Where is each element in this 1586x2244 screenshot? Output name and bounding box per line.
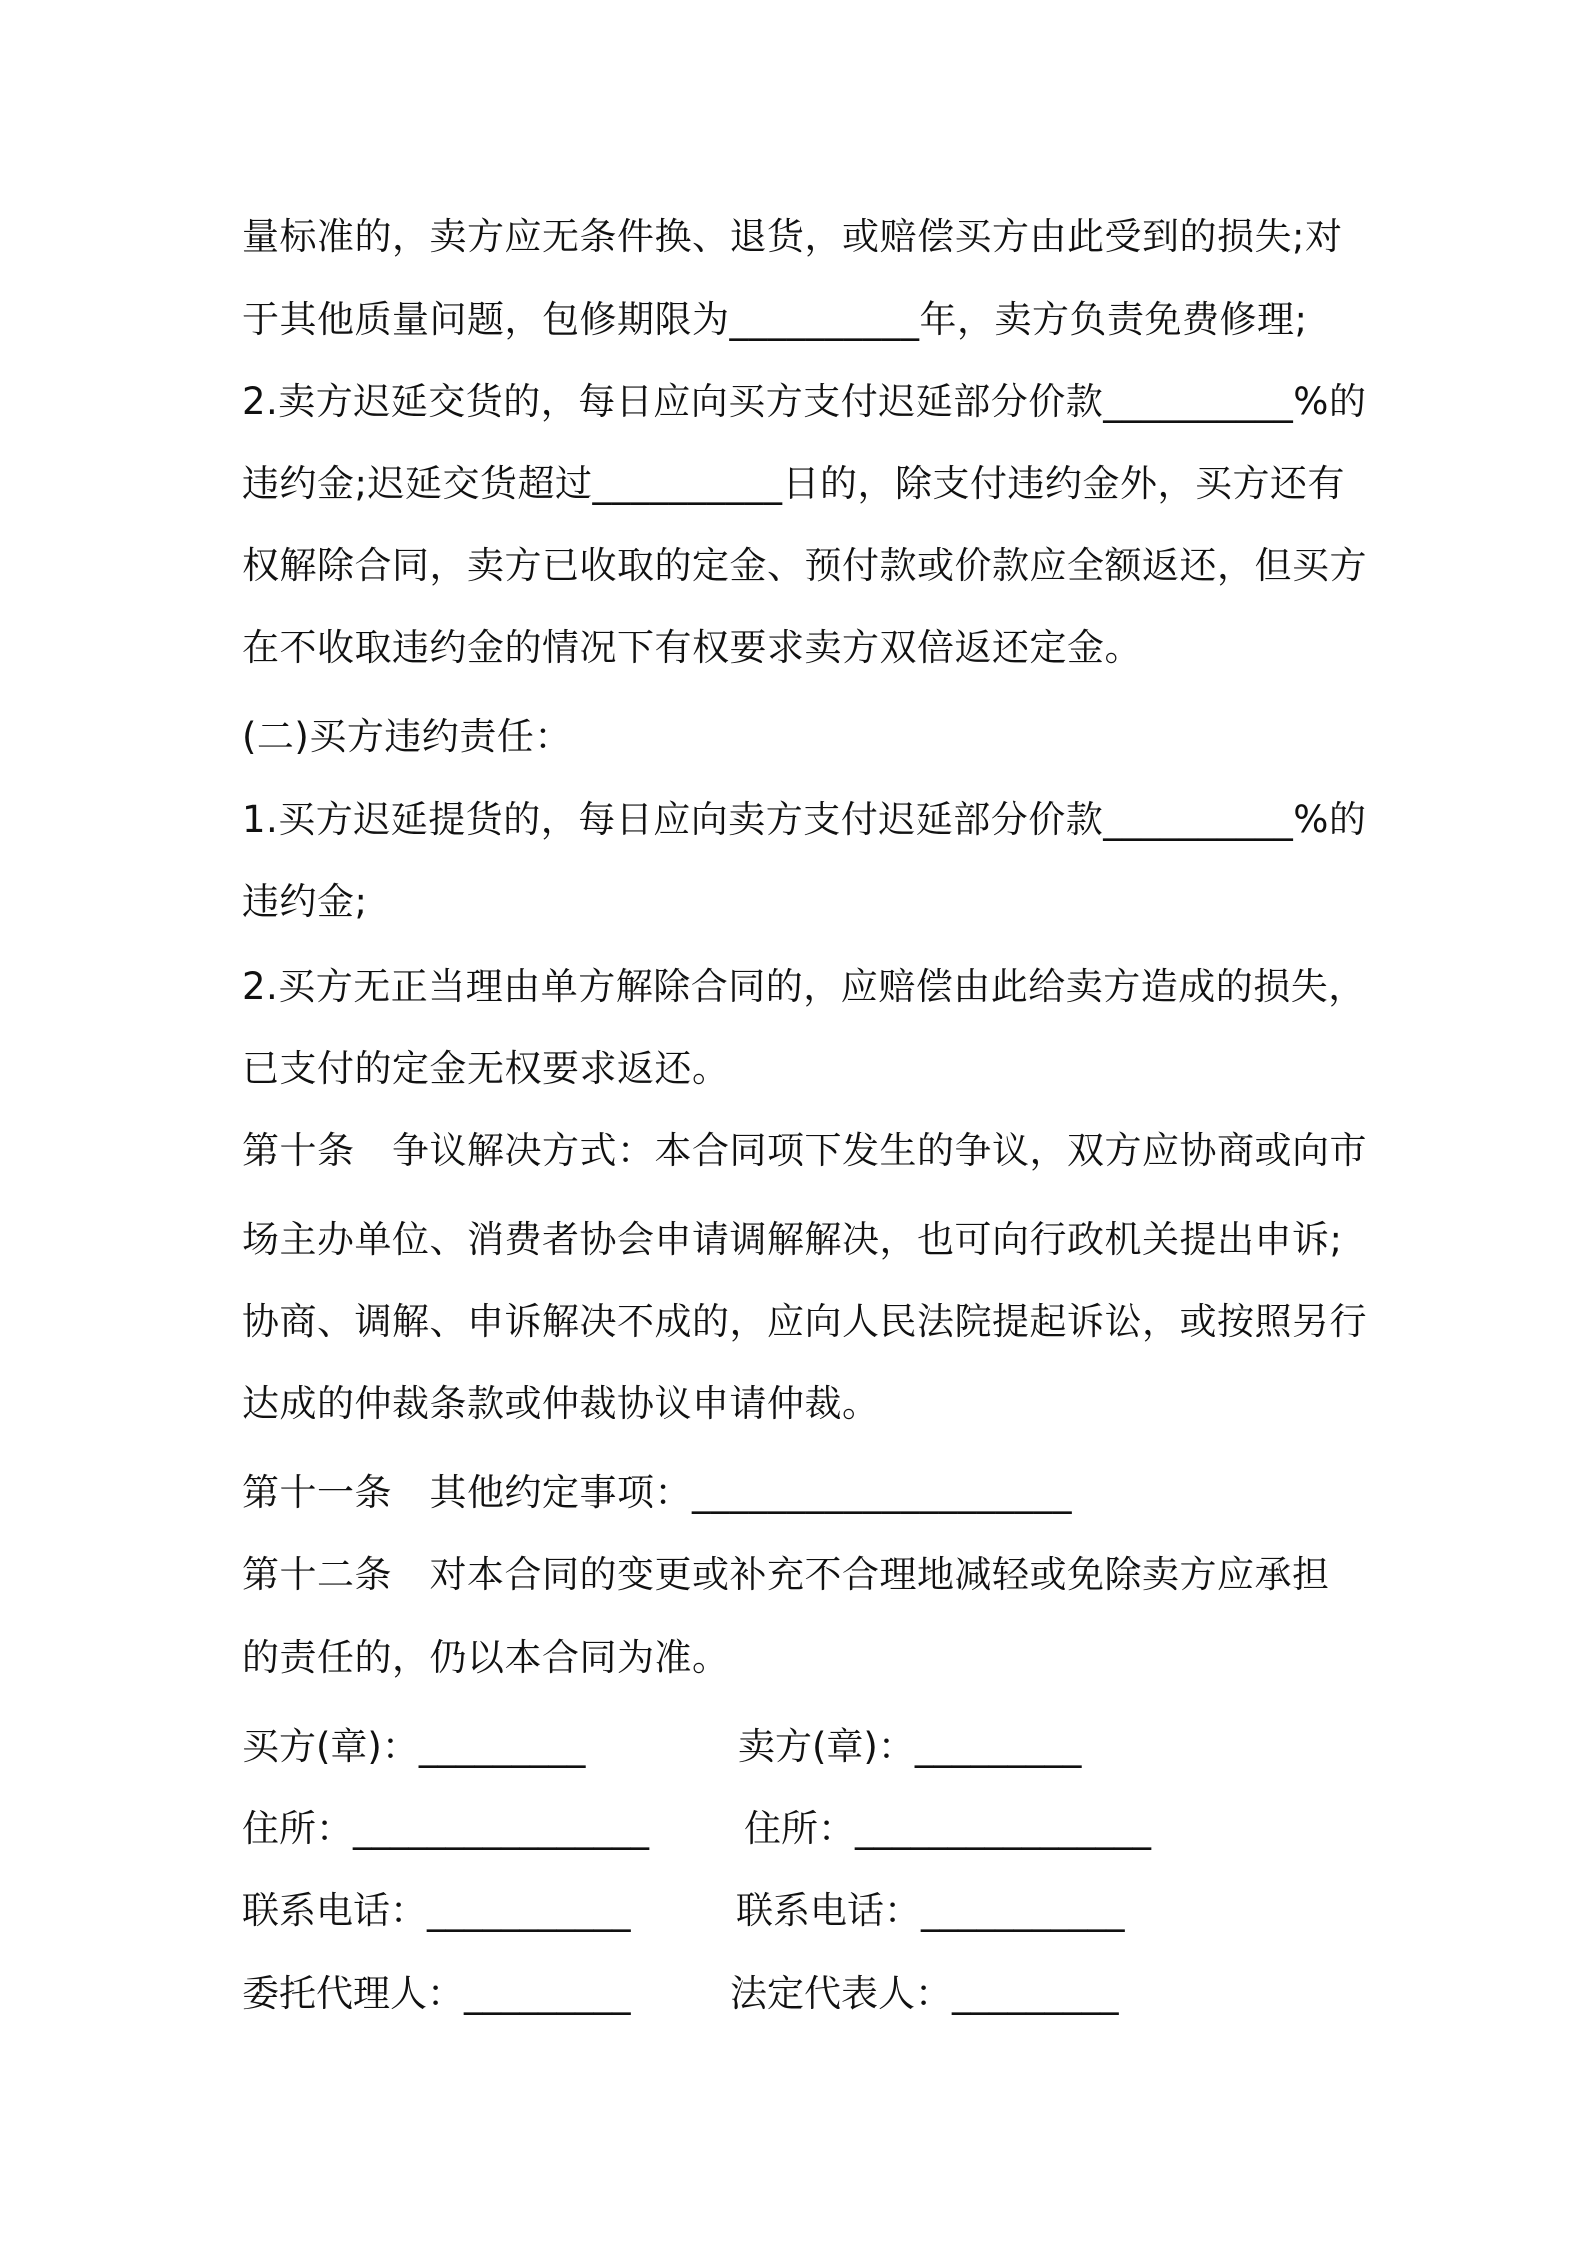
paragraph-line: 场主办单位、消费者协会申请调解解决，也可向行政机关提出申诉; — [242, 1218, 1343, 1261]
paragraph-line: 违约金; — [242, 880, 368, 923]
section-heading: (二)买方违约责任： — [242, 715, 572, 758]
seller-seal-field: 卖方(章)：_________ — [738, 1725, 1082, 1768]
article-twelve: 第十二条 对本合同的变更或补充不合理地减轻或免除卖方应承担 — [242, 1553, 1330, 1596]
paragraph-line: 协商、调解、申诉解决不成的，应向人民法院提起诉讼，或按照另行 — [242, 1300, 1367, 1343]
article-eleven: 第十一条 其他约定事项：____________________ — [242, 1471, 1072, 1514]
buyer-phone-field: 联系电话：___________ — [242, 1889, 631, 1932]
article-ten: 第十条 争议解决方式：本合同项下发生的争议，双方应协商或向市 — [242, 1129, 1367, 1172]
paragraph-line: 1.买方迟延提货的，每日应向卖方支付迟延部分价款__________%的 — [242, 798, 1367, 841]
paragraph-line: 2.买方无正当理由单方解除合同的，应赔偿由此给卖方造成的损失， — [242, 965, 1366, 1008]
paragraph-line: 的责任的，仍以本合同为准。 — [242, 1636, 730, 1679]
paragraph-line: 权解除合同，卖方已收取的定金、预付款或价款应全额返还，但买方 — [242, 544, 1367, 587]
buyer-agent-field: 委托代理人：_________ — [242, 1972, 631, 2015]
seller-phone-field: 联系电话：___________ — [736, 1889, 1125, 1932]
paragraph-line: 已支付的定金无权要求返还。 — [242, 1047, 730, 1090]
paragraph-line: 于其他质量问题，包修期限为__________年，卖方负责免费修理; — [242, 298, 1308, 341]
seller-address-field: 住所：________________ — [744, 1807, 1151, 1850]
seller-representative-field: 法定代表人：_________ — [730, 1972, 1119, 2015]
paragraph-line: 在不收取违约金的情况下有权要求卖方双倍返还定金。 — [242, 626, 1142, 669]
paragraph-line: 达成的仲裁条款或仲裁协议申请仲裁。 — [242, 1382, 880, 1425]
buyer-address-field: 住所：________________ — [242, 1807, 649, 1850]
paragraph-line: 2.卖方迟延交货的，每日应向买方支付迟延部分价款__________%的 — [242, 380, 1367, 423]
paragraph-line: 违约金;迟延交货超过__________日的，除支付违约金外，买方还有 — [242, 462, 1345, 505]
paragraph-line: 量标准的，卖方应无条件换、退货，或赔偿买方由此受到的损失;对 — [242, 215, 1343, 258]
buyer-seal-field: 买方(章)：_________ — [242, 1725, 586, 1768]
